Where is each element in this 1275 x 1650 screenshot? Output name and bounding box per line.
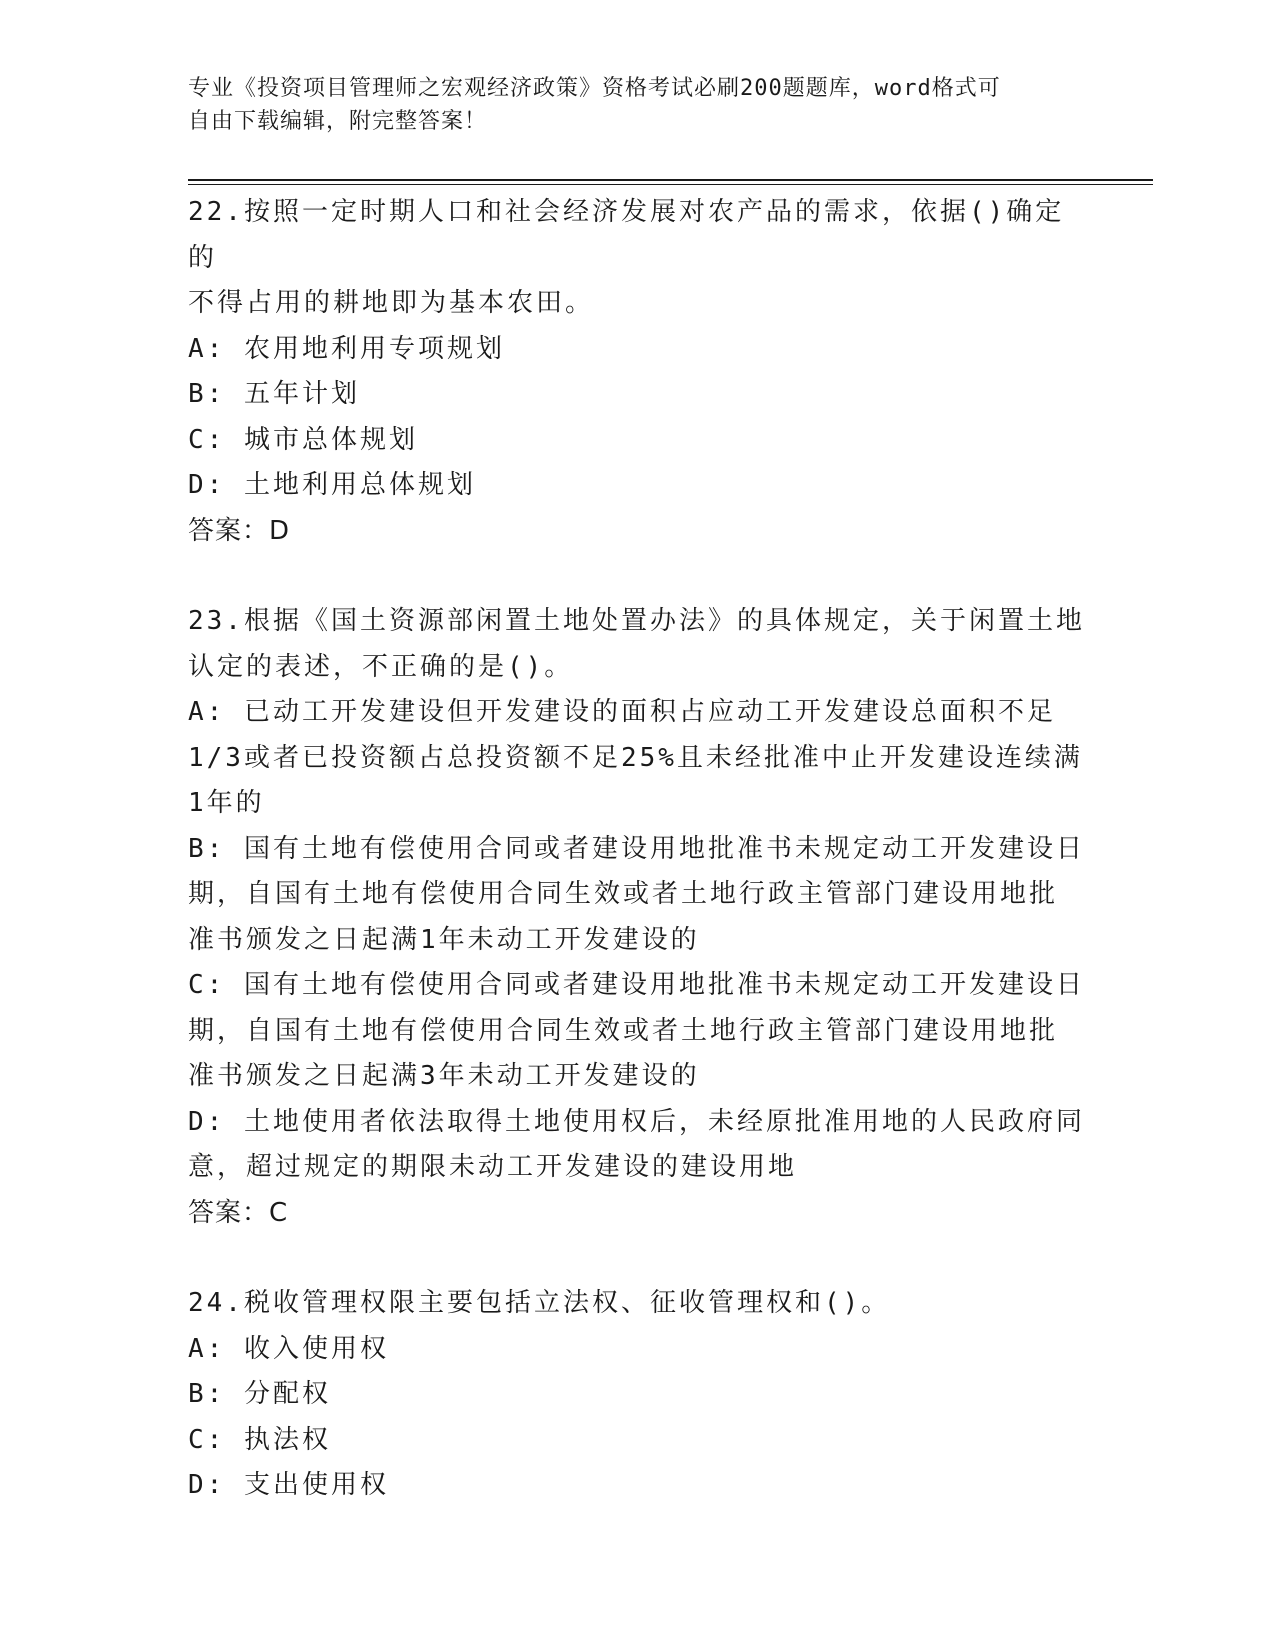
- question-stem: 22.按照一定时期人口和社会经济发展对农产品的需求，依据()确定的 不得占用的耕地即为基本农田。: [188, 197, 1065, 318]
- option-c: C: 执法权: [188, 1424, 331, 1455]
- questions-list: [188, 190, 1088, 1509]
- option-d: D: 土地利用总体规划: [188, 470, 476, 500]
- option-d: D: 土地使用者依法取得土地使用权后，未经原批准用地的人民政府同 意，超过规定的期限未动工开发建设的建设用地: [188, 1106, 1085, 1182]
- option-d: D: 支出使用权: [188, 1470, 389, 1500]
- option-c: C: 国有土地有偿使用合同或者建设用地批准书未规定动工开发建设日 期，自国有土地有偿使用合同生效或者土地行政主管部门建设用地批 准书颁发之日起满3年未动工开发建设的: [188, 970, 1085, 1091]
- document-header: [188, 72, 1068, 138]
- question-stem: 24.税收管理权限主要包括立法权、征收管理权和()。: [188, 1288, 891, 1318]
- option-b: B: 分配权: [188, 1379, 331, 1409]
- header-divider-thin: [188, 184, 1153, 185]
- question-22: [188, 190, 1088, 554]
- header-line-1: 专业《投资项目管理师之宏观经济政策》资格考试必刷200题题库，word格式可: [188, 76, 1001, 101]
- option-c: C: 城市总体规划: [188, 424, 418, 455]
- option-b: B: 五年计划: [188, 379, 360, 409]
- option-a: A: 已动工开发建设但开发建设的面积占应动工开发建设总面积不足 1/3或者已投资额占总投资额不足25%且未经批准中止开发建设连续满 1年的: [188, 697, 1083, 818]
- header-divider-thick: [188, 179, 1153, 181]
- question-23: [188, 599, 1088, 1236]
- answer-line: 答案：D: [188, 515, 291, 546]
- question-stem: 23.根据《国土资源部闲置土地处置办法》的具体规定，关于闲置土地 认定的表述，不正确的是()。: [188, 606, 1085, 682]
- header-line-2: 自由下载编辑，附完整答案！: [188, 109, 488, 134]
- option-a: A: 收入使用权: [188, 1333, 389, 1364]
- option-b: B: 国有土地有偿使用合同或者建设用地批准书未规定动工开发建设日 期，自国有土地有偿使用合同生效或者土地行政主管部门建设用地批 准书颁发之日起满1年未动工开发建设的: [188, 833, 1085, 955]
- question-24: [188, 1281, 1088, 1509]
- option-a: A: 农用地利用专项规划: [188, 333, 505, 364]
- answer-line: 答案：C: [188, 1197, 289, 1228]
